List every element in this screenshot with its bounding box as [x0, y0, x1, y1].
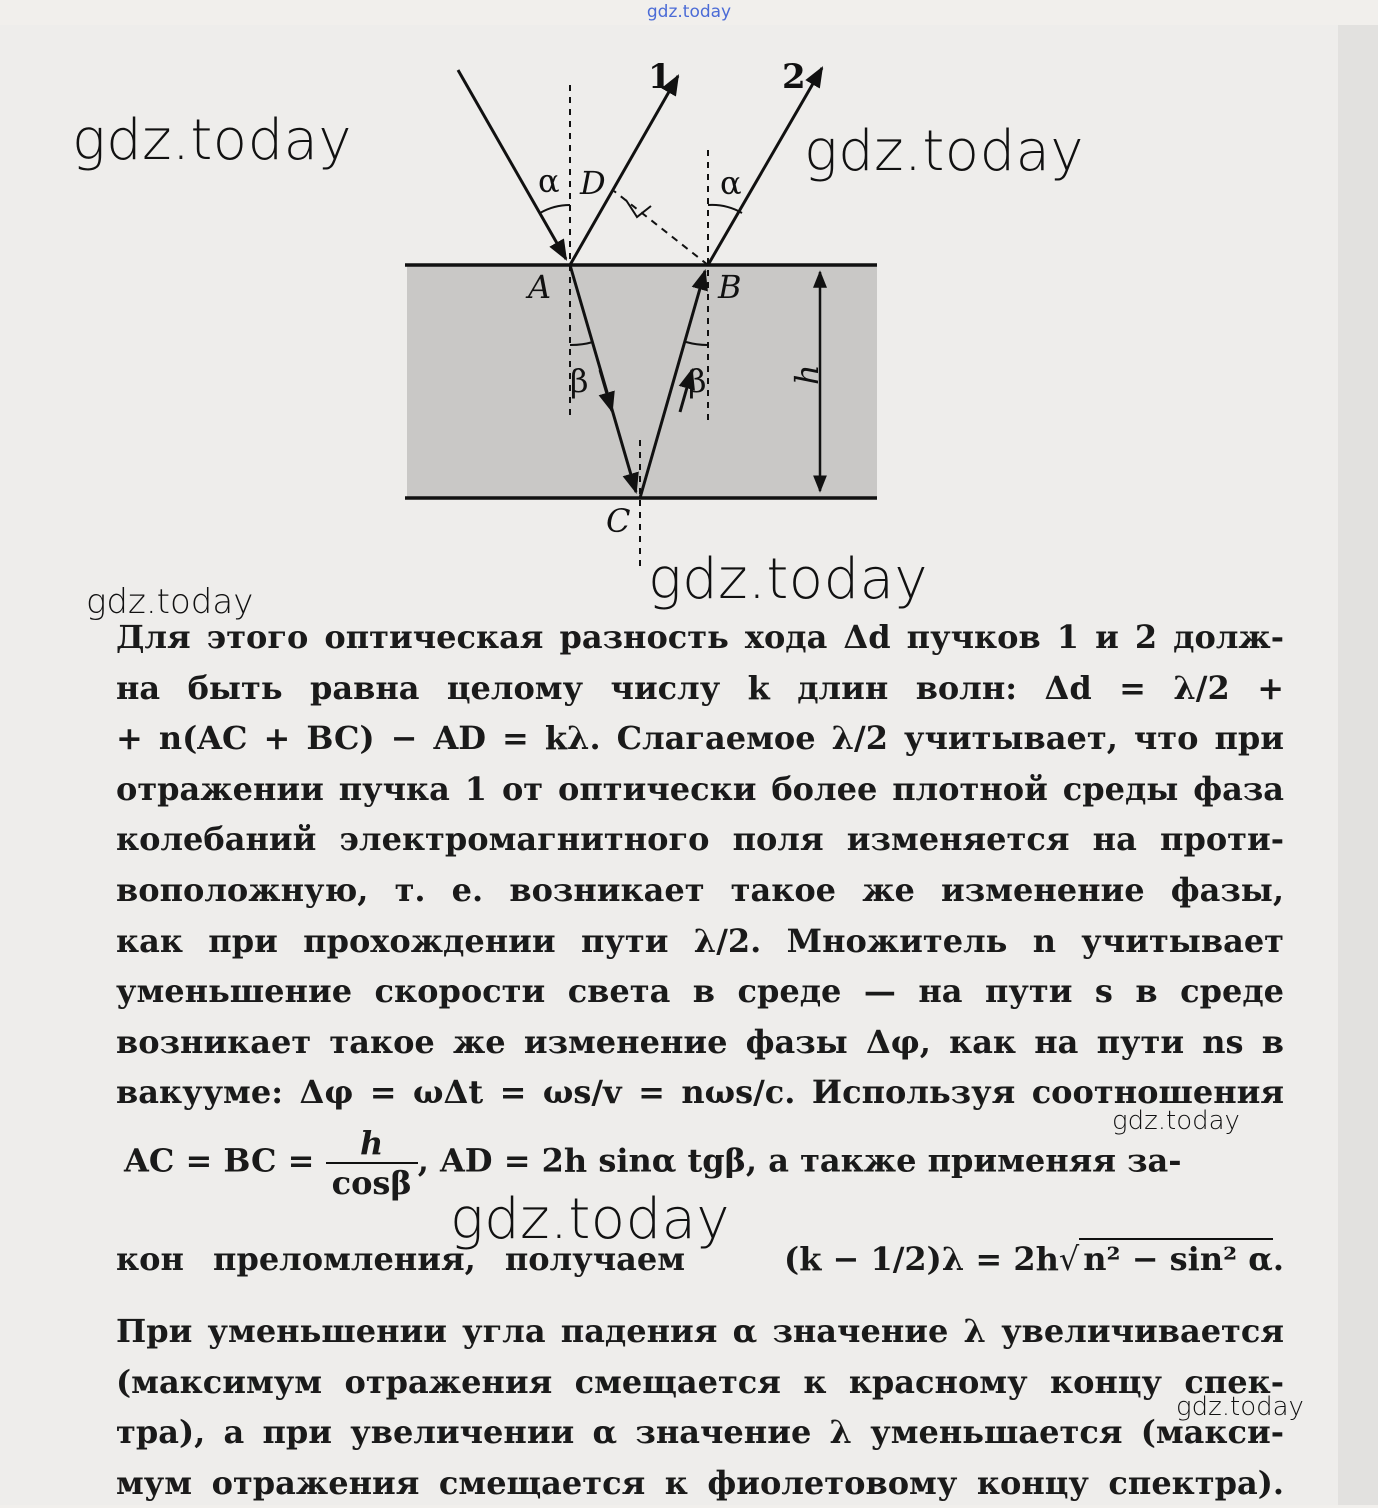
watermark: gdz.today — [648, 547, 929, 612]
fraction-h-over-cos — [326, 1124, 418, 1202]
label-beta-right: β — [688, 362, 707, 400]
formula-ac-bc — [124, 1124, 1284, 1202]
text-line: возникает такое же изменение фазы Δφ, как на пути ns в — [116, 1022, 1284, 1061]
sqrt-radicand: n² − sin² α — [1079, 1238, 1273, 1278]
label-thickness-h: h — [788, 364, 826, 385]
text-line: Для этого оптическая разность хода Δd пучков 1 и 2 долж- — [116, 618, 1284, 656]
text-line: (максимум отражения смещается к красному концу спек- — [116, 1362, 1284, 1401]
text-line: отражении пучка 1 от оптически более плотной среды фаза — [116, 769, 1284, 808]
text-line: тра), а при увеличении α значение λ уменьшается (макси- — [116, 1413, 1284, 1452]
formula-lead: кон преломления, получаем — [116, 1240, 685, 1278]
alpha-arc-left — [540, 205, 570, 213]
formula-result — [784, 1240, 1284, 1278]
sqrt-sign: √ — [1058, 1240, 1080, 1278]
label-ray-1: 1 — [648, 57, 672, 97]
alpha-arc-right — [708, 205, 742, 213]
text-line: + n(AC + BC) − AD = kλ. Слагаемое λ/2 учитывает, что при — [116, 719, 1284, 758]
text-line: колебаний электромагнитного поля изменяется на проти- — [116, 820, 1284, 859]
solution-text — [116, 612, 1284, 1118]
fraction-denominator: cosβ — [331, 1164, 412, 1202]
label-point-a: A — [528, 268, 552, 306]
top-watermark: gdz.today — [646, 2, 732, 22]
label-alpha-right: α — [720, 164, 742, 202]
text-line: мум отражения смещается к фиолетовому концу спектра). — [116, 1463, 1284, 1502]
formula-rest: , AD = 2h sinα tgβ, а также применяя за- — [417, 1141, 1182, 1180]
text-line: воположную, т. е. возникает такое же изменение фазы, — [116, 870, 1284, 909]
formula-lhs: AC = BC = — [124, 1141, 326, 1180]
watermark: gdz.today — [86, 582, 254, 622]
right-angle-mark — [626, 200, 651, 217]
text-line: как при прохождении пути λ/2. Множитель n учитывает — [116, 921, 1284, 960]
text-line: на быть равна целому числу k длин волн: Δd = λ/2 + — [116, 668, 1284, 707]
text-line: При уменьшении угла падения α значение λ увеличивается — [116, 1312, 1284, 1350]
thin-film-diagram — [0, 0, 1378, 620]
formula-expr-left: (k − 1/2)λ = 2h — [784, 1240, 1059, 1278]
formula-result-row — [116, 1240, 1284, 1278]
fraction-numerator: h — [326, 1124, 418, 1164]
watermark: gdz.today — [804, 119, 1085, 184]
watermark: gdz.today — [1176, 1392, 1304, 1422]
label-point-d: D — [580, 164, 606, 202]
label-beta-left: β — [570, 362, 589, 400]
watermark: gdz.today — [450, 1187, 731, 1252]
text-line: уменьшение скорости света в среде — на пути s в среде — [116, 972, 1284, 1011]
label-point-b: B — [718, 268, 742, 306]
formula-end: . — [1272, 1240, 1284, 1278]
label-point-c: C — [606, 502, 631, 540]
label-ray-2: 2 — [782, 57, 806, 97]
watermark: gdz.today — [72, 108, 353, 173]
watermark: gdz.today — [1112, 1106, 1240, 1136]
text-line: вакууме: Δφ = ωΔt = ωs/v = nωs/c. Используя соотношения — [116, 1073, 1284, 1112]
label-alpha-left: α — [538, 162, 560, 200]
closing-text — [116, 1306, 1284, 1508]
